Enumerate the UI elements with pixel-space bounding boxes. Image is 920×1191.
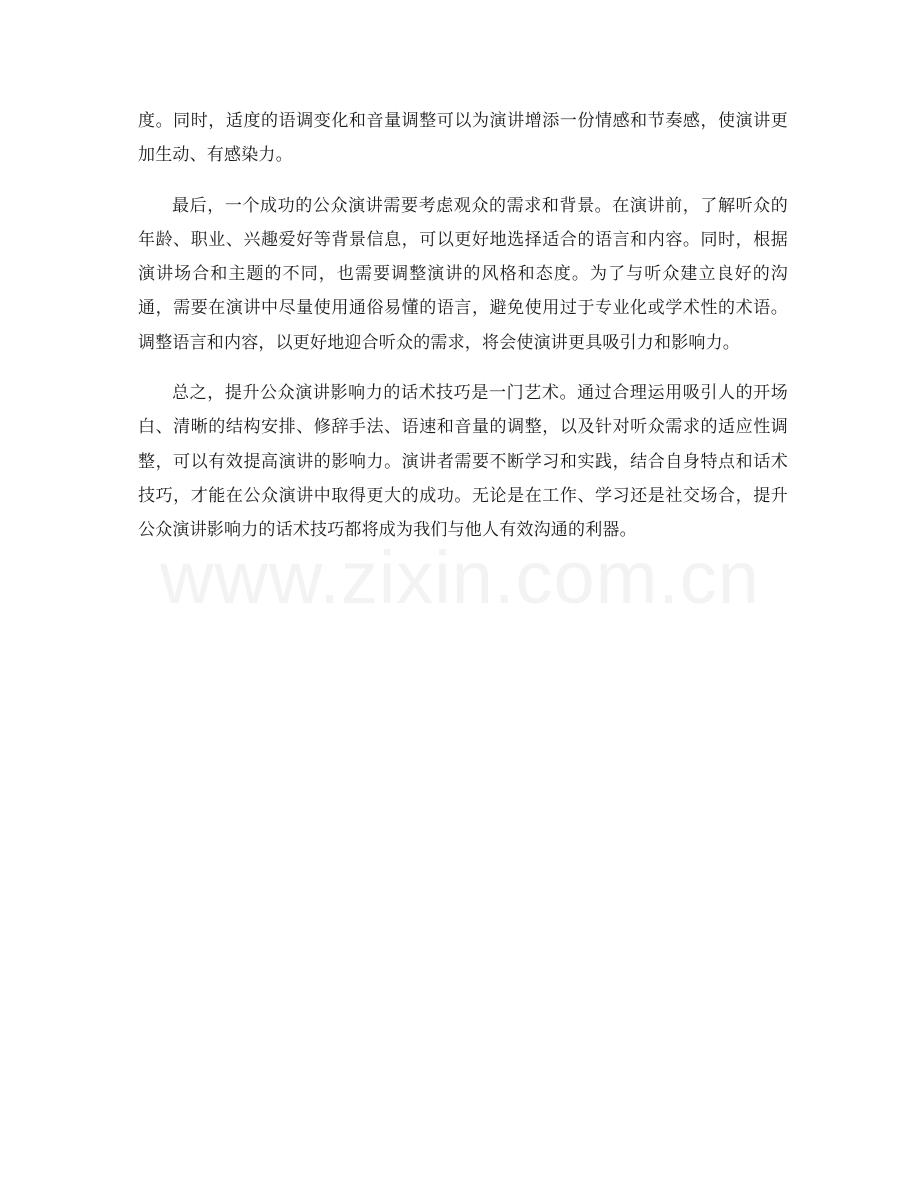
watermark: www.zixin.com.cn [160,536,760,619]
document-body [138,104,788,564]
paragraph-audience: 最后，一个成功的公众演讲需要考虑观众的需求和背景。在演讲前，了解听众的年龄、职业、兴趣爱好等背景信息，可以更好地选择适合的语言和内容。同时，根据演讲场合和主题的不同，也需要调整演讲的风格和态度。为了与听众建立良好的沟通，需要在演讲中尽量使用通俗易懂的语言，避免使用过于专业化或学术性的术语。调整语言和内容，以更好地迎合听众的需求，将会使演讲更具吸引力和影响力。 [138,195,788,353]
paragraph-continuation: 度。同时，适度的语调变化和音量调整可以为演讲增添一份情感和节奏感，使演讲更加生动、有感染力。 [138,111,788,166]
paragraph-conclusion: 总之，提升公众演讲影响力的话术技巧是一门艺术。通过合理运用吸引人的开场白、清晰的结构安排、修辞手法、语速和音量的调整，以及针对听众需求的适应性调整，可以有效提高演讲的影响力。演讲者需要不断学习和实践，结合自身特点和话术技巧，才能在公众演讲中取得更大的成功。无论是在工作、学习还是社交场合，提升公众演讲影响力的话术技巧都将成为我们与他人有效沟通的利器。 [138,383,788,541]
